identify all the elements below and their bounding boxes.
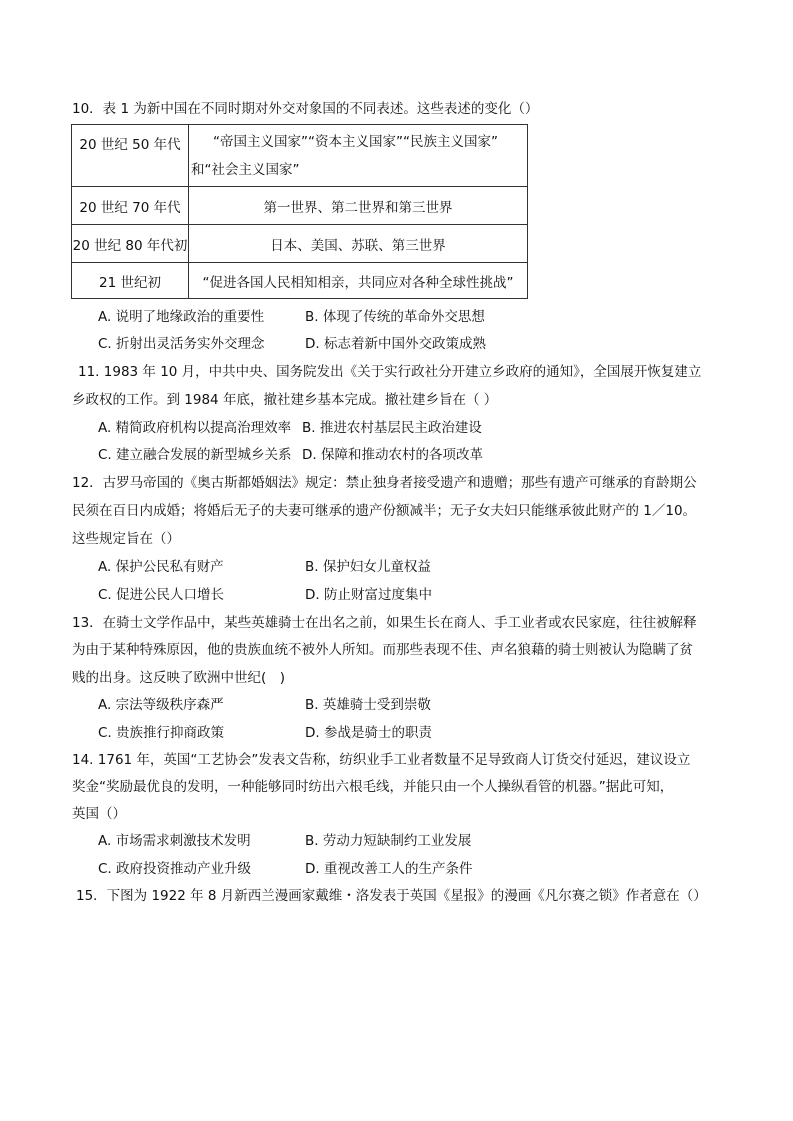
- period-cell: 20 世纪 70 年代: [72, 187, 189, 225]
- q13-stem-line: 贱的出身。这反映了欧洲中世纪( ): [72, 670, 286, 686]
- table-row: [72, 187, 528, 225]
- q12-stem-line: 这些规定旨在（）: [72, 531, 180, 547]
- q14-option-a[interactable]: A. 市场需求刺激技术发明: [98, 833, 251, 849]
- q13-stem-line: 13．在骑士文学作品中，某些英雄骑士在出名之前，如果生长在商人、手工业者或农民家庭，往往被解释: [72, 615, 697, 631]
- q12-stem-line: 民须在百日内成婚；将婚后无子的夫妻可继承的遗产份额减半；无子女夫妇只能继承彼此财产的 1／10。: [72, 503, 697, 519]
- q13-option-a[interactable]: A. 宗法等级秩序森严: [98, 697, 224, 713]
- q14-option-b[interactable]: B. 劳动力短缺制约工业发展: [305, 833, 472, 849]
- q14-stem-line: 14. 1761 年，英国“工艺协会”发表文告称，纺织业手工业者数量不足导致商人订货交付延迟，建议设立: [72, 752, 691, 768]
- q13-option-c[interactable]: C. 贵族推行抑商政策: [98, 725, 225, 741]
- q13-option-d[interactable]: D. 参战是骑士的职责: [305, 725, 432, 741]
- q13-option-b[interactable]: B. 英雄骑士受到崇敬: [305, 697, 431, 713]
- q10-option-d[interactable]: D. 标志着新中国外交政策成熟: [305, 336, 486, 352]
- desc-cell: 第一世界、第二世界和第三世界: [189, 187, 528, 225]
- table-row: [72, 125, 528, 187]
- q12-stem-line: 12．古罗马帝国的《奥古斯都婚姻法》规定：禁止独身者接受遗产和遗赠；那些有遗产可继承的育龄期公: [72, 475, 697, 491]
- q12-option-b[interactable]: B. 保护妇女儿童权益: [305, 559, 431, 575]
- q14-option-c[interactable]: C. 政府投资推动产业升级: [98, 861, 252, 877]
- q12-option-a[interactable]: A. 保护公民私有财产: [98, 559, 224, 575]
- q10-option-a[interactable]: A. 说明了地缘政治的重要性: [98, 309, 265, 325]
- q12-option-c[interactable]: C. 促进公民人口增长: [98, 587, 225, 603]
- table-row: [72, 263, 528, 299]
- desc-cell: “促进各国人民相知相亲，共同应对各种全球性挑战”: [189, 263, 528, 299]
- desc-cell: [189, 125, 528, 187]
- q10-option-c[interactable]: C. 折射出灵活务实外交理念: [98, 336, 265, 352]
- q14-stem-line: 英国（）: [72, 806, 126, 822]
- q11-option-a[interactable]: A. 精简政府机构以提高治理效率: [98, 420, 292, 436]
- q14-option-d[interactable]: D. 重视改善工人的生产条件: [305, 861, 473, 877]
- desc-line: 和“社会主义国家”: [191, 161, 300, 178]
- desc-line: “帝国主义国家”“资本主义国家”“民族主义国家”: [213, 133, 498, 150]
- period-cell: 20 世纪 50 年代: [72, 125, 189, 187]
- period-cell: 21 世纪初: [72, 263, 189, 299]
- period-cell: 20 世纪 80 年代初: [72, 225, 189, 263]
- q11-option-d[interactable]: D. 保障和推动农村的各项改革: [302, 447, 483, 463]
- q13-stem-line: 为由于某种特殊原因，他的贵族血统不被外人所知。而那些表现不佳、声名狼藉的骑士则被认为隐瞒了贫: [72, 642, 693, 658]
- q10-option-b[interactable]: B. 体现了传统的革命外交思想: [305, 309, 485, 325]
- q15-stem: 15．下图为 1922 年 8 月新西兰漫画家戴维・洛发表于英国《星报》的漫画《凡尔赛之锁》作者意在（）: [76, 888, 707, 904]
- q11-stem-line: 11. 1983 年 10 月，中共中央、国务院发出《关于实行政社分开建立乡政府的通知》，全国展开恢复建立: [78, 364, 702, 380]
- desc-cell: 日本、美国、苏联、第三世界: [189, 225, 528, 263]
- table-row: [72, 225, 528, 263]
- q10-table: [71, 124, 528, 299]
- q11-stem-line: 乡政权的工作。到 1984 年底，撤社建乡基本完成。撤社建乡旨在（ ）: [72, 392, 498, 408]
- q12-option-d[interactable]: D. 防止财富过度集中: [305, 587, 432, 603]
- q11-option-b[interactable]: B. 推进农村基层民主政治建设: [302, 420, 482, 436]
- q10-stem: 10．表 1 为新中国在不同时期对外交对象国的不同表述。这些表述的变化（）: [72, 101, 539, 117]
- q14-stem-line: 奖金“奖励最优良的发明，一种能够同时纺出六根毛线，并能只由一个人操纵看管的机器。”据此可知，: [72, 779, 674, 795]
- q11-option-c[interactable]: C. 建立融合发展的新型城乡关系: [98, 447, 292, 463]
